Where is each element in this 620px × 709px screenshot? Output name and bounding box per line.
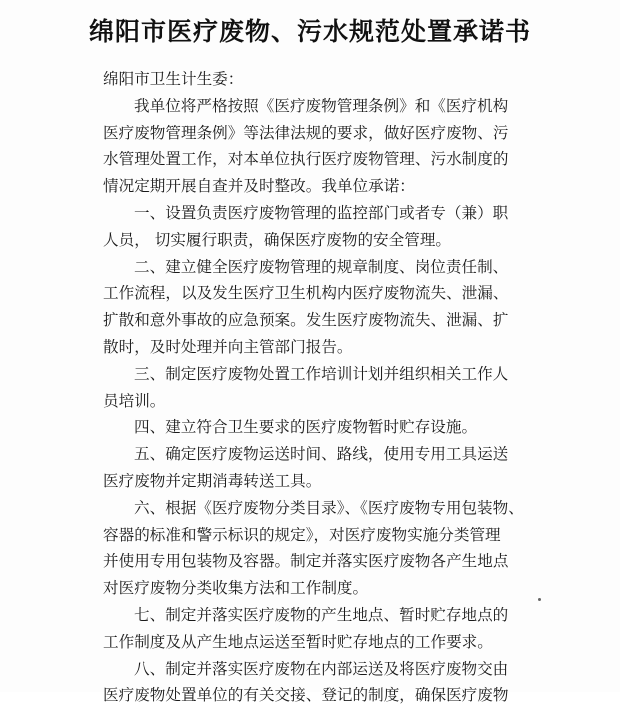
paragraph-line: 散时，及时处理并向主管部门报告。 [103, 337, 353, 356]
paragraph-first-line: 一、设置负责医疗废物管理的监控部门或者专（兼）职 [134, 203, 509, 222]
paragraph-first-line: 我单位将严格按照《医疗废物管理条例》和《医疗机构 [134, 96, 509, 115]
scan-speck [538, 598, 541, 601]
paragraph-line: 医疗废物处置单位的有关交接、登记的制度，确保医疗废物 [103, 686, 509, 705]
document-body [103, 66, 523, 709]
paragraph-line: 并使用专用包装物及容器。制定并落实医疗废物各产生地点 [103, 552, 509, 571]
paragraph-line: 医疗废物管理条例》等法律法规的要求，做好医疗废物、污 [103, 123, 509, 142]
paragraph-line: 员培训。 [103, 391, 166, 410]
paragraph-first-line: 五、确定医疗废物运送时间、路线，使用专用工具运送 [134, 445, 509, 464]
paragraph-line: 对医疗废物分类收集方法和工作制度。 [103, 579, 369, 598]
paragraph-first-line: 六、根据《医疗废物分类目录》、《医疗废物专用包装物、 [134, 498, 524, 517]
paragraph-first-line: 四、建立符合卫生要求的医疗废物暂时贮存设施。 [134, 418, 478, 437]
paragraph-line: 工作流程，以及发生医疗卫生机构内医疗废物流失、泄漏、 [103, 284, 509, 303]
paragraph-line: 水管理处置工作，对本单位执行医疗废物管理、污水制度的 [103, 150, 509, 169]
paragraph-first-line: 八、制定并落实医疗废物在内部运送及将医疗废物交由 [134, 659, 509, 678]
paragraph-line: 容器的标准和警示标识的规定》，对医疗废物实施分类管理 [103, 525, 501, 544]
paragraph-line: 情况定期开展自查并及时整改。我单位承诺： [103, 177, 415, 196]
paragraph-first-line: 三、制定医疗废物处置工作培训计划并组织相关工作人 [134, 364, 509, 383]
paragraph-first-line: 七、制定并落实医疗废物的产生地点、暂时贮存地点的 [134, 605, 509, 624]
paragraph-first-line: 二、建立健全医疗废物管理的规章制度、岗位责任制、 [134, 257, 509, 276]
paragraph-line: 扩散和意外事故的应急预案。发生医疗废物流失、泄漏、扩 [103, 311, 509, 330]
paragraph-line: 人员， 切实履行职责，确保医疗废物的安全管理。 [103, 230, 452, 249]
salutation: 绵阳市卫生计生委： [103, 70, 244, 88]
paragraph-line: 医疗废物并定期消毒转送工具。 [103, 471, 322, 490]
document-title: 绵阳市医疗废物、污水规范处置承诺书 [88, 17, 531, 46]
paragraph-line: 工作制度及从产生地点运送至暂时贮存地点的工作要求。 [103, 632, 493, 651]
